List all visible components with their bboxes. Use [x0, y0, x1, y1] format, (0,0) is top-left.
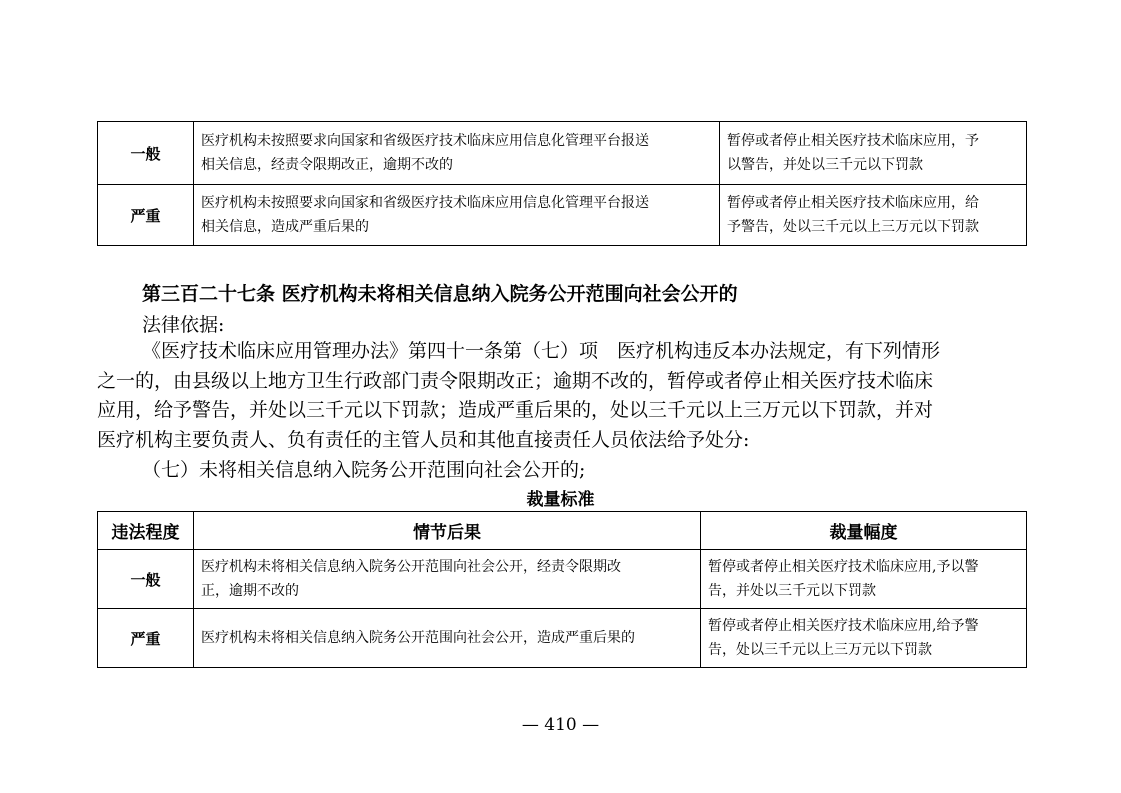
- table-row: [98, 609, 1027, 668]
- table-row: [98, 185, 1027, 246]
- text-line: 医疗机构未将相关信息纳入院务公开范围向社会公开，造成严重后果的: [201, 630, 635, 646]
- column-header: 裁量幅度: [701, 512, 1027, 550]
- text-line: 予警告，处以三千元以上三万元以下罚款: [727, 219, 979, 235]
- text-line: 告，并处以三千元以下罚款: [708, 583, 876, 599]
- penalty-cell: [701, 550, 1027, 609]
- text-line: 暂停或者停止相关医疗技术临床应用，予: [727, 133, 979, 149]
- violation-level: 一般: [98, 550, 194, 609]
- circumstance-cell: [194, 122, 720, 185]
- text-line: 告，处以三千元以上三万元以下罚款: [708, 642, 932, 658]
- paragraph-line: 《医疗技术临床应用管理办法》第四十一条第（七）项 医疗机构违反本办法规定，有下列情形: [142, 340, 941, 362]
- clause-item: （七）未将相关信息纳入院务公开范围向社会公开的;: [142, 459, 586, 481]
- paragraph-line: 医疗机构主要负责人、负有责任的主管人员和其他直接责任人员依法给予处分:: [97, 428, 750, 451]
- text-line: 医疗机构未将相关信息纳入院务公开范围向社会公开，经责令限期改: [201, 559, 621, 575]
- paragraph-line: 应用，给予警告，并处以三千元以下罚款；造成严重后果的，处以三千元以上三万元以下罚款，并对: [97, 399, 934, 421]
- circumstance-cell: [194, 185, 720, 246]
- paragraph-line: 之一的，由县级以上地方卫生行政部门责令限期改正；逾期不改的，暂停或者停止相关医疗技术临床: [97, 369, 934, 392]
- column-header: 情节后果: [194, 512, 701, 550]
- table-row: [98, 550, 1027, 609]
- legal-basis-paragraph: [97, 337, 1031, 455]
- text-line: 相关信息，经责令限期改正，逾期不改的: [201, 157, 453, 173]
- text-line: 暂停或者停止相关医疗技术临床应用,给予警: [708, 618, 979, 634]
- penalty-table-continued: [97, 121, 1027, 246]
- violation-level: 一般: [98, 122, 194, 185]
- column-header: 违法程度: [98, 512, 194, 550]
- table-header-row: [98, 512, 1027, 550]
- text-line: 医疗机构未按照要求向国家和省级医疗技术临床应用信息化管理平台报送: [201, 133, 649, 149]
- article-title: 第三百二十七条 医疗机构未将相关信息纳入院务公开范围向社会公开的: [142, 283, 738, 305]
- penalty-cell: [720, 185, 1027, 246]
- text-line: 医疗机构未按照要求向国家和省级医疗技术临床应用信息化管理平台报送: [201, 195, 649, 211]
- penalty-cell: [720, 122, 1027, 185]
- page-number: — 410 —: [521, 715, 600, 735]
- penalty-cell: [701, 609, 1027, 668]
- text-line: 暂停或者停止相关医疗技术临床应用,予以警: [708, 559, 979, 575]
- legal-basis-label: 法律依据:: [142, 314, 225, 336]
- circumstance-cell: [194, 609, 701, 668]
- discretion-standard-table: [97, 511, 1027, 668]
- text-line: 暂停或者停止相关医疗技术临床应用，给: [727, 195, 979, 211]
- table-row: [98, 122, 1027, 185]
- text-line: 正，逾期不改的: [201, 583, 299, 599]
- violation-level: 严重: [98, 609, 194, 668]
- violation-level: 严重: [98, 185, 194, 246]
- text-line: 以警告，并处以三千元以下罚款: [727, 157, 923, 173]
- standard-title: 裁量标准: [526, 490, 595, 510]
- circumstance-cell: [194, 550, 701, 609]
- text-line: 相关信息，造成严重后果的: [201, 219, 369, 235]
